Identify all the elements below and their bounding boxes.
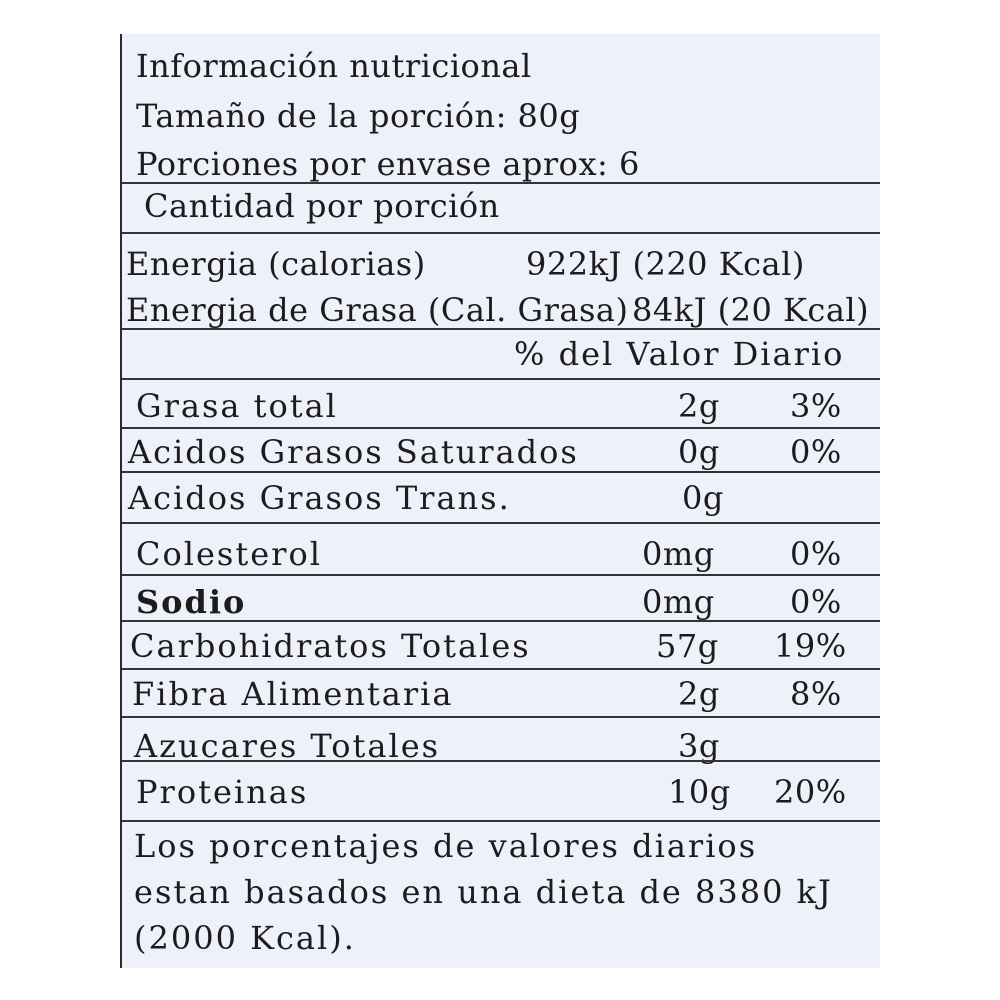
nutrient-dv: 3%: [790, 387, 842, 425]
divider: [122, 760, 880, 762]
divider: [122, 522, 880, 524]
nutrient-amount: 0mg: [642, 535, 715, 573]
nutrient-row: [122, 624, 880, 668]
footnote-line2: estan basados en una dieta de 8380 kJ: [134, 873, 833, 911]
nutrient-row: [122, 726, 880, 770]
divider: [122, 574, 880, 576]
nutrient-row: [122, 534, 880, 578]
nutrition-label: [120, 34, 880, 968]
nutrient-amount: 10g: [668, 773, 731, 811]
divider: [122, 820, 880, 822]
nutrient-amount: 57g: [656, 627, 719, 665]
nutrient-name: Fibra Alimentaria: [132, 675, 454, 713]
divider: [122, 427, 880, 429]
servings-per-container: Porciones por envase aprox: 6: [136, 145, 640, 183]
divider: [122, 471, 880, 473]
nutrient-row: [122, 384, 880, 428]
nutrient-amount: 0g: [682, 479, 724, 517]
nutrient-dv: 0%: [790, 583, 842, 621]
divider: [122, 378, 880, 380]
nutrient-name: Sodio: [136, 583, 247, 621]
footnote-line1: Los porcentajes de valores diarios: [134, 827, 758, 865]
daily-value-header: % del Valor Diario: [514, 335, 845, 373]
footnote-line3: (2000 Kcal).: [134, 919, 356, 957]
energy-value: 922kJ (220 Kcal): [526, 245, 805, 283]
nutrient-amount: 0g: [678, 433, 720, 471]
divider: [122, 668, 880, 670]
nutrient-row: [122, 430, 880, 474]
label-title: Información nutricional: [136, 47, 532, 85]
energy-label: Energia (calorias): [126, 245, 426, 283]
nutrient-amount: 2g: [678, 675, 720, 713]
nutrient-row: [122, 476, 880, 520]
amount-per-serving: Cantidad por porción: [144, 187, 500, 225]
divider: [122, 716, 880, 718]
energy-fat-label: Energia de Grasa (Cal. Grasa): [126, 291, 629, 329]
nutrient-dv: 0%: [790, 433, 842, 471]
nutrient-name: Acidos Grasos Saturados: [128, 433, 579, 471]
nutrient-dv: 8%: [790, 675, 842, 713]
nutrient-amount: 3g: [678, 727, 720, 765]
divider: [122, 182, 880, 184]
nutrient-name: Grasa total: [136, 387, 338, 425]
divider: [122, 328, 880, 330]
energy-fat-value: 84kJ (20 Kcal): [632, 291, 870, 329]
nutrient-row: [122, 674, 880, 718]
nutrient-name: Azucares Totales: [134, 727, 441, 765]
serving-size: Tamaño de la porción: 80g: [136, 97, 581, 135]
nutrient-row: [122, 580, 880, 624]
nutrient-row: [122, 772, 880, 816]
nutrient-amount: 2g: [678, 387, 720, 425]
nutrient-dv: 0%: [790, 535, 842, 573]
nutrient-name: Colesterol: [136, 535, 322, 573]
nutrient-amount: 0mg: [642, 583, 715, 621]
nutrient-name: Acidos Grasos Trans.: [128, 479, 511, 517]
divider: [122, 620, 880, 622]
nutrient-dv: 19%: [774, 627, 847, 665]
nutrient-dv: 20%: [774, 773, 847, 811]
nutrient-name: Carbohidratos Totales: [130, 627, 531, 665]
divider: [122, 232, 880, 234]
nutrient-name: Proteinas: [136, 773, 309, 811]
